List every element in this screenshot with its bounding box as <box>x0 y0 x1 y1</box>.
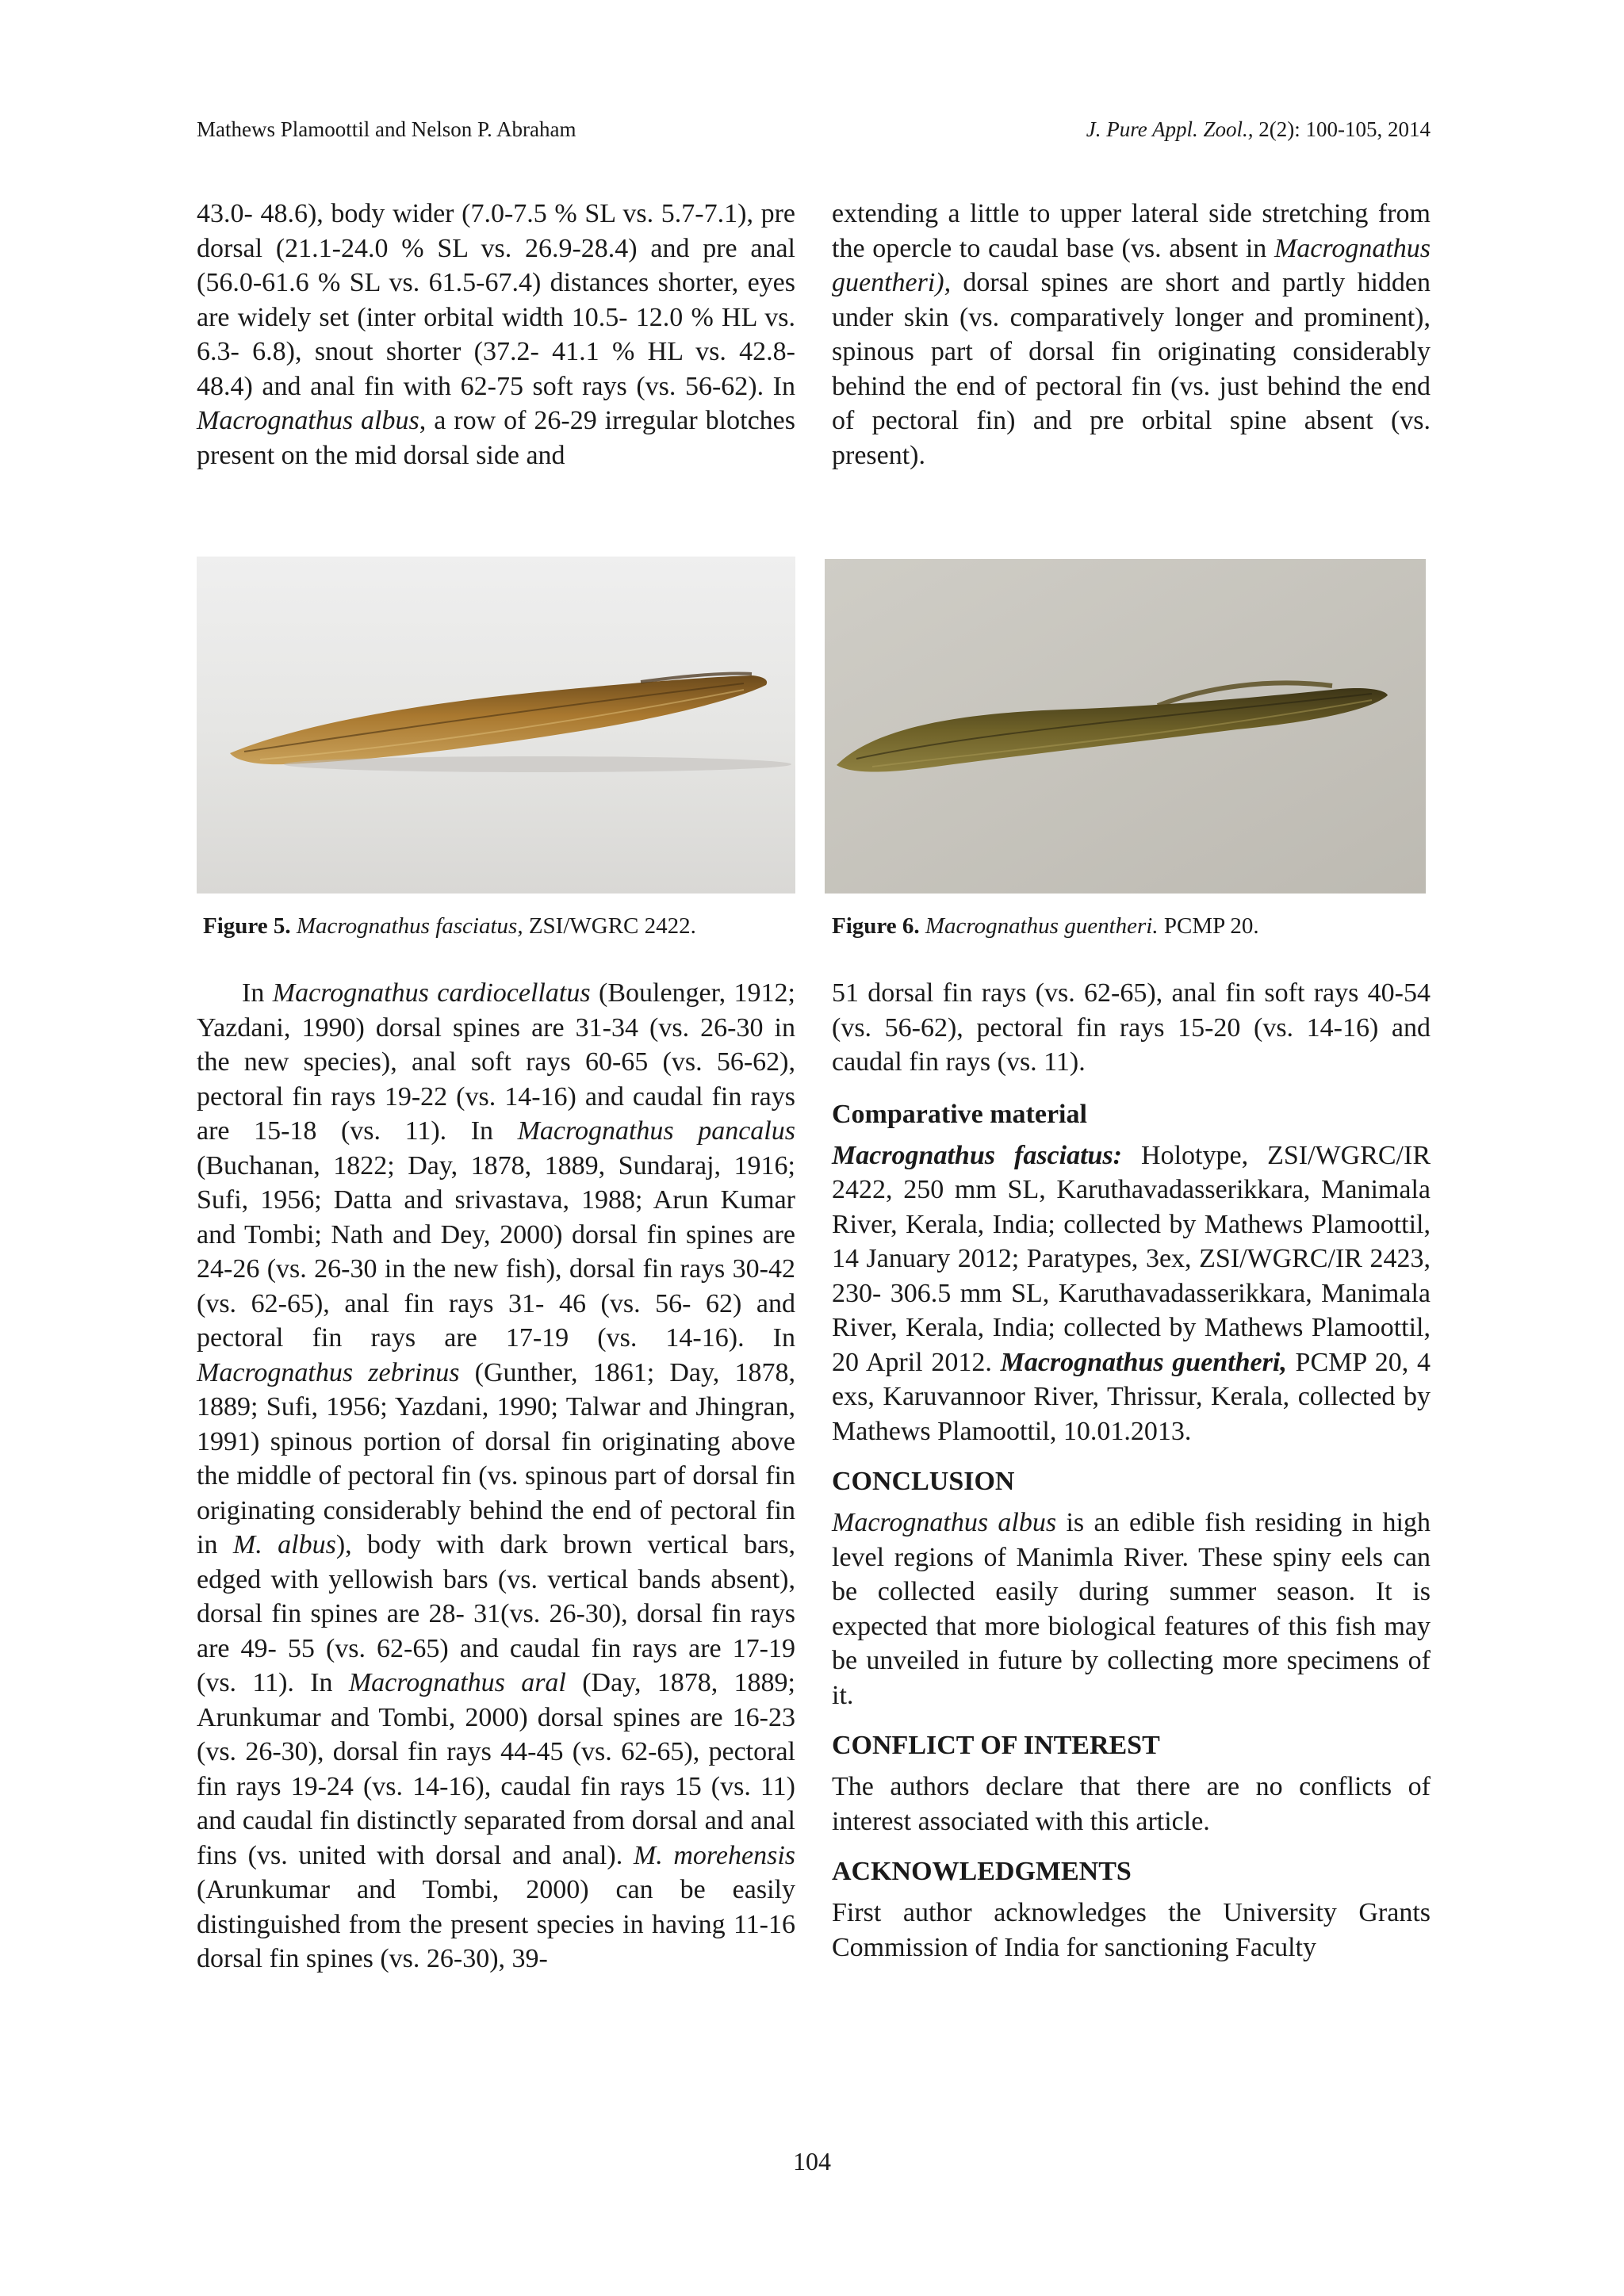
figure-species: Macrognathus fasciatus, <box>296 913 523 939</box>
figure-species: Macrognathus guentheri. <box>925 913 1159 939</box>
fish-photo-guentheri <box>825 559 1426 894</box>
species-name: Macrognathus fasciatus: <box>832 1140 1122 1170</box>
page-number: 104 <box>793 2147 831 2175</box>
species-name: Macrognathus albus <box>197 406 419 435</box>
header-journal-ref: 2(2): 100-105, 2014 <box>1253 117 1431 141</box>
paragraph-conclusion: Macrognathus albus is an edible fish residing in high level regions of Manimla River. These spiny eels can be collected easily during summer season. It is expected that more biological features of this fish may be unveiled in future by collecting more specimens of it. <box>832 1508 1431 1710</box>
paragraph-comparison-albus: 43.0- 48.6), body wider (7.0-7.5 % SL vs. 5.7-7.1), pre dorsal (21.1-24.0 % SL vs. 26.9-28.4) and pre anal (56.0-61.6 % SL vs. 61.5-67.4) distances shorter, eyes are widely set (inter orbital width 10.5- 12.0 % HL vs. 6.3- 6.8), snout shorter (37.2- 41.1 % HL vs. 42.8- 48.4) and anal fin with 62-75 soft rays (vs. 56-62). In Macrognathus albus, a row of 26-29 irregular blotches present on the mid dorsal side and <box>197 199 795 470</box>
paragraph-comparative-material: Macrognathus fasciatus: Holotype, ZSI/WGRC/IR 2422, 250 mm SL, Karuthavadasserikkara, Manimala River, Kerala, India; collected by Mathews Plamoottil, 14 January 2012; Paratypes, 3ex, ZSI/WGRC/IR 2423, 230- 306.5 mm SL, Karuthavadasserikkara, Manimala River, Kerala, India; collected by Mathews Plamoottil, 20 April 2012. Macrognathus guentheri, PCMP 20, 4 exs, Karuvannoor River, Thrissur, Kerala, collected by Mathews Plamoottil, 10.01.2013. <box>832 1140 1431 1446</box>
figure-code: PCMP 20. <box>1158 913 1259 939</box>
species-name: M. morehensis <box>633 1840 795 1870</box>
figure-6-photo <box>825 559 1426 894</box>
figure-code: ZSI/WGRC 2422. <box>523 913 696 939</box>
bottom-right-column <box>832 976 1431 1965</box>
top-right-column <box>832 197 1431 473</box>
top-left-column <box>197 197 795 473</box>
header-journal-abbr: J. Pure Appl. Zool., <box>1086 117 1254 141</box>
figure-5-caption <box>203 912 696 940</box>
species-name: Macrognathus guentheri, <box>1000 1347 1287 1377</box>
species-name: Macrognathus cardiocellatus <box>272 978 591 1008</box>
heading-acknowledgments: ACKNOWLEDGMENTS <box>832 1857 1132 1886</box>
paragraph-acknowledgments: First author acknowledges the University Grants Commission of India for sanctioning Faculty <box>832 1898 1431 1962</box>
header-authors: Mathews Plamoottil and Nelson P. Abraham <box>197 117 576 141</box>
heading-conflict-of-interest: CONFLICT OF INTEREST <box>832 1731 1160 1760</box>
species-name: Macrognathus guentheri), <box>832 233 1431 297</box>
figure-5-photo <box>197 557 795 894</box>
paragraph-continuation: 51 dorsal fin rays (vs. 62-65), anal fin soft rays 40-54 (vs. 56-62), pectoral fin rays 15-20 (vs. 14-16) and caudal fin rays (vs. 11). <box>832 978 1431 1077</box>
paragraph-species-comparison: In Macrognathus cardiocellatus (Boulenger, 1912; Yazdani, 1990) dorsal spines are 31-34 (vs. 26-30 in the new species), anal soft rays 60-65 (vs. 56-62), pectoral fin rays 19-22 (vs. 14-16) and caudal fin rays are 15-18 (vs. 11). In Macrognathus pancalus (Buchanan, 1822; Day, 1878, 1889, Sundaraj, 1916; Sufi, 1956; Datta and srivastava, 1988; Arun Kumar and Tombi; Nath and Dey, 2000) dorsal fin spines are 24-26 (vs. 26-30 in the new fish), dorsal fin rays 30-42 (vs. 62-65), anal fin rays 31- 46 (vs. 56- 62) and pectoral fin rays are 17-19 (vs. 14-16). In Macrognathus zebrinus (Gunther, 1861; Day, 1878, 1889; Sufi, 1956; Yazdani, 1990; Talwar and Jhingran, 1991) spinous portion of dorsal fin originating above the middle of pectoral fin (vs. spinous part of dorsal fin originating considerably behind the end of pectoral fin in M. albus), body with dark brown vertical bars, edged with yellowish bars (vs. vertical bands absent), dorsal fin spines are 28- 31(vs. 26-30), dorsal fin rays are 49- 55 (vs. 62-65) and caudal fin rays are 17-19 (vs. 11). In Macrognathus aral (Day, 1878, 1889; Arunkumar and Tombi, 2000) dorsal spines are 16-23 (vs. 26-30), dorsal fin rays 44-45 (vs. 62-65), pectoral fin rays 19-24 (vs. 14-16), caudal fin rays 15 (vs. 11) and caudal fin distinctly separated from dorsal and anal fins (vs. united with dorsal and anal). M. morehensis (Arunkumar and Tombi, 2000) can be easily distinguished from the present species in having 11-16 dorsal fin spines (vs. 26-30), 39- <box>197 978 796 1973</box>
species-name: Macrognathus zebrinus <box>197 1357 460 1387</box>
figure-6-caption <box>832 912 1259 940</box>
species-name: M. albus <box>232 1530 336 1559</box>
heading-conclusion: CONCLUSION <box>832 1467 1015 1496</box>
figure-label: Figure 6. <box>832 913 920 939</box>
species-name: Macrognathus pancalus <box>517 1116 795 1146</box>
figure-label: Figure 5. <box>203 913 291 939</box>
heading-comparative-material: Comparative material <box>832 1099 1087 1129</box>
paragraph-conflict-of-interest: The authors declare that there are no conflicts of interest associated with this article. <box>832 1772 1431 1836</box>
fish-photo-fasciatus <box>197 557 795 894</box>
running-header <box>197 117 1431 149</box>
species-name: Macrognathus albus <box>832 1508 1057 1537</box>
paragraph-comparison-guentheri: extending a little to upper lateral side stretching from the opercle to caudal base (vs. absent in Macrognathus guentheri), dorsal spines are short and partly hidden under skin (vs. comparatively longer and prominent), spinous part of dorsal fin originating considerably behind the end of pectoral fin (vs. just behind the end of pectoral fin) and pre orbital spine absent (vs. present). <box>832 199 1431 470</box>
species-name: Macrognathus aral <box>348 1668 566 1697</box>
bottom-left-column <box>197 976 795 1976</box>
header-journal <box>1086 117 1431 142</box>
